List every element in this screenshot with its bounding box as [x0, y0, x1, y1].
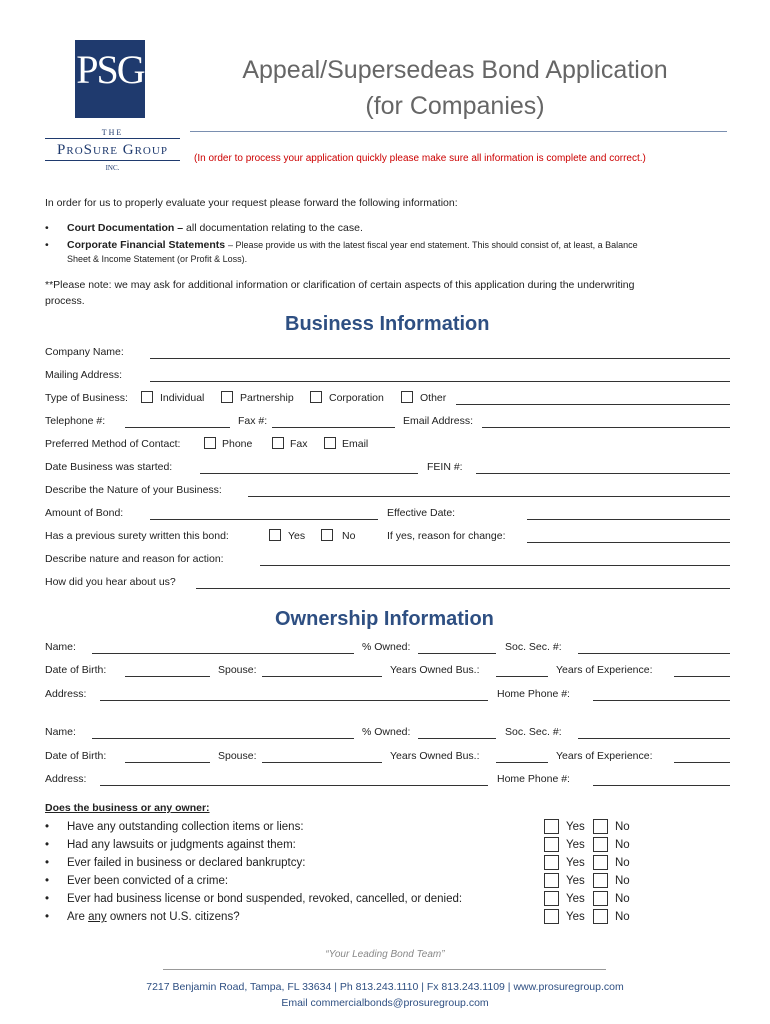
header-rule — [190, 131, 727, 132]
date-started-label: Date Business was started: — [45, 461, 173, 473]
owner2-ssn-label: Soc. Sec. #: — [505, 726, 562, 738]
q2-yes-label: Yes — [566, 839, 585, 851]
q1-yes-label: Yes — [566, 821, 585, 833]
q2-no-label: No — [615, 839, 630, 851]
page-title-line1: Appeal/Supersedeas Bond Application — [242, 56, 668, 84]
q6-no-checkbox[interactable] — [593, 909, 608, 924]
q6-yes-checkbox[interactable] — [544, 909, 559, 924]
partnership-checkbox[interactable] — [221, 391, 233, 403]
q2-yes-checkbox[interactable] — [544, 837, 559, 852]
other-field[interactable] — [456, 404, 730, 405]
q1-no-label: No — [615, 821, 630, 833]
owner1-owned-label: % Owned: — [362, 641, 411, 653]
type-of-business-label: Type of Business: — [45, 392, 128, 404]
q3-no-label: No — [615, 857, 630, 869]
owner1-years-exp-field[interactable] — [674, 676, 730, 677]
owner2-years-exp-label: Years of Experience: — [556, 750, 653, 762]
owner2-dob-label: Date of Birth: — [45, 750, 107, 762]
owner2-name-field[interactable] — [92, 738, 354, 739]
email-checkbox[interactable] — [324, 437, 336, 449]
intro-b1-rest: all documentation relating to the case. — [186, 222, 363, 234]
header-note: (In order to process your application quickly please make sure all information is complete and correct.) — [194, 153, 646, 164]
email-label: Email Address: — [403, 415, 474, 427]
q6-pre: Are — [67, 911, 89, 923]
owner2-spouse-field[interactable] — [262, 762, 382, 763]
amount-field[interactable] — [150, 519, 378, 520]
logo-name: ProSure Group — [57, 142, 168, 158]
intro-b2-bold: Corporate Financial Statements — [67, 239, 226, 251]
q5-yes-checkbox[interactable] — [544, 891, 559, 906]
individual-label: Individual — [160, 392, 205, 404]
surety-yes-label: Yes — [288, 530, 306, 542]
surety-yes-checkbox[interactable] — [269, 529, 281, 541]
footer-email: Email commercialbonds@prosuregroup.com — [281, 997, 489, 1009]
describe-action-field[interactable] — [260, 565, 730, 566]
q4-yes-label: Yes — [566, 875, 585, 887]
q3-yes-label: Yes — [566, 857, 585, 869]
logo-the: THE — [101, 128, 124, 137]
owner1-name-field[interactable] — [92, 653, 354, 654]
owner1-ssn-field[interactable] — [578, 653, 730, 654]
individual-checkbox[interactable] — [141, 391, 153, 403]
owner2-name-label: Name: — [45, 726, 76, 738]
q1-no-checkbox[interactable] — [593, 819, 608, 834]
owner2-owned-label: % Owned: — [362, 726, 411, 738]
owner1-name-label: Name: — [45, 641, 76, 653]
owner2-dob-field[interactable] — [125, 762, 210, 763]
hear-about-label: How did you hear about us? — [45, 576, 176, 588]
amount-label: Amount of Bond: — [45, 507, 124, 519]
owner2-years-exp-field[interactable] — [674, 762, 730, 763]
question-6 — [67, 911, 240, 923]
phone-label: Phone — [222, 438, 253, 450]
question-4: • Ever been convicted of a crime: — [67, 875, 228, 887]
footer-tagline: “Your Leading Bond Team” — [325, 949, 445, 960]
owner2-home-phone-field[interactable] — [593, 785, 730, 786]
preferred-contact-label: Preferred Method of Contact: — [45, 438, 181, 450]
q6-yes-label: Yes — [566, 911, 585, 923]
fein-field[interactable] — [476, 473, 730, 474]
owner2-years-owned-field[interactable] — [496, 762, 548, 763]
business-heading: Business Information — [285, 313, 490, 335]
fax-checkbox[interactable] — [272, 437, 284, 449]
corporation-checkbox[interactable] — [310, 391, 322, 403]
owner2-home-phone-label: Home Phone #: — [497, 773, 570, 785]
q6-any: any — [88, 911, 107, 923]
date-started-field[interactable] — [200, 473, 418, 474]
fax-label: Fax #: — [238, 415, 268, 427]
q1-yes-checkbox[interactable] — [544, 819, 559, 834]
owner1-years-owned-field[interactable] — [496, 676, 548, 677]
owner1-address-field[interactable] — [100, 700, 488, 701]
intro-bullet-2 — [67, 239, 638, 251]
owner2-spouse-label: Spouse: — [218, 750, 257, 762]
fax-field[interactable] — [272, 427, 395, 428]
q5-no-checkbox[interactable] — [593, 891, 608, 906]
owner1-address-label: Address: — [45, 688, 87, 700]
intro-b2-line2: Sheet & Income Statement (or Profit & Loss). — [67, 254, 248, 264]
intro-b1-bold: Court Documentation – — [67, 222, 184, 234]
mailing-address-label: Mailing Address: — [45, 369, 123, 381]
email-field[interactable] — [482, 427, 730, 428]
logo-letters: PSG — [76, 47, 144, 92]
effective-date-field[interactable] — [527, 519, 730, 520]
owner2-address-field[interactable] — [100, 785, 488, 786]
q5-yes-label: Yes — [566, 893, 585, 905]
question-5: • Ever had business license or bond suspended, revoked, cancelled, or denied: — [67, 893, 462, 905]
owner1-spouse-field[interactable] — [262, 676, 382, 677]
company-logo — [45, 40, 180, 175]
surety-no-checkbox[interactable] — [321, 529, 333, 541]
fax-option-label: Fax — [290, 438, 308, 450]
partnership-label: Partnership — [240, 392, 294, 404]
previous-surety-label: Has a previous surety written this bond: — [45, 530, 229, 542]
owner2-ssn-field[interactable] — [578, 738, 730, 739]
if-yes-label: If yes, reason for change: — [387, 530, 506, 542]
email-option-label: Email — [342, 438, 369, 450]
owner1-home-phone-field[interactable] — [593, 700, 730, 701]
intro-text: In order for us to properly evaluate your request please forward the following information: — [45, 197, 458, 209]
q6-post: owners not U.S. citizens? — [106, 911, 240, 923]
logo-rule-bottom — [45, 160, 180, 161]
footer-rule — [163, 969, 606, 970]
q5-no-label: No — [615, 893, 630, 905]
effective-date-label: Effective Date: — [387, 507, 456, 519]
telephone-field[interactable] — [125, 427, 230, 428]
owner2-address-label: Address: — [45, 773, 87, 785]
nature-field[interactable] — [248, 496, 730, 497]
q4-no-checkbox[interactable] — [593, 873, 608, 888]
questions-heading: Does the business or any owner: — [45, 802, 210, 814]
mailing-address-field[interactable] — [150, 381, 730, 382]
telephone-label: Telephone #: — [45, 415, 106, 427]
hear-about-field[interactable] — [196, 588, 730, 589]
company-name-label: Company Name: — [45, 346, 124, 358]
page-title-line2: (for Companies) — [365, 92, 545, 120]
owner1-ssn-label: Soc. Sec. #: — [505, 641, 562, 653]
surety-no-label: No — [342, 530, 356, 542]
owner2-years-owned-label: Years Owned Bus.: — [390, 750, 480, 762]
owner1-years-exp-label: Years of Experience: — [556, 664, 653, 676]
footer-address: 7217 Benjamin Road, Tampa, FL 33634 | Ph 813.243.1110 | Fx 813.243.1109 | www.prosuregroup.com — [146, 981, 624, 993]
q4-no-label: No — [615, 875, 630, 887]
company-name-field[interactable] — [150, 358, 730, 359]
q6-no-label: No — [615, 911, 630, 923]
phone-checkbox[interactable] — [204, 437, 216, 449]
nature-label: Describe the Nature of your Business: — [45, 484, 222, 496]
question-2: • Had any lawsuits or judgments against them: — [67, 839, 296, 851]
corporation-label: Corporation — [329, 392, 384, 404]
logo-rule — [45, 138, 180, 139]
logo-inc: INC. — [105, 164, 120, 172]
other-checkbox[interactable] — [401, 391, 413, 403]
intro-b2-rest: – Please provide us with the latest fiscal year end statement. This should consist of, at least, a Balance — [228, 240, 638, 250]
describe-action-label: Describe nature and reason for action: — [45, 553, 224, 565]
question-1: • Have any outstanding collection items or liens: — [67, 821, 304, 833]
owner1-dob-label: Date of Birth: — [45, 664, 107, 676]
owner2-owned-field[interactable] — [418, 738, 496, 739]
fein-label: FEIN #: — [427, 461, 463, 473]
intro-note-line1: **Please note: we may ask for additional information or clarification of certain aspects of this application during the underwriting — [45, 279, 635, 291]
owner1-owned-field[interactable] — [418, 653, 496, 654]
owner1-years-owned-label: Years Owned Bus.: — [390, 664, 480, 676]
owner1-spouse-label: Spouse: — [218, 664, 257, 676]
intro-note-line2: process. — [45, 295, 85, 307]
owner1-home-phone-label: Home Phone #: — [497, 688, 570, 700]
intro-bullet-1 — [67, 222, 363, 234]
if-yes-field[interactable] — [527, 542, 730, 543]
other-label: Other — [420, 392, 447, 404]
q4-yes-checkbox[interactable] — [544, 873, 559, 888]
question-3: • Ever failed in business or declared bankruptcy: — [67, 857, 305, 869]
q3-no-checkbox[interactable] — [593, 855, 608, 870]
owner1-dob-field[interactable] — [125, 676, 210, 677]
ownership-heading: Ownership Information — [275, 608, 494, 630]
q2-no-checkbox[interactable] — [593, 837, 608, 852]
q3-yes-checkbox[interactable] — [544, 855, 559, 870]
